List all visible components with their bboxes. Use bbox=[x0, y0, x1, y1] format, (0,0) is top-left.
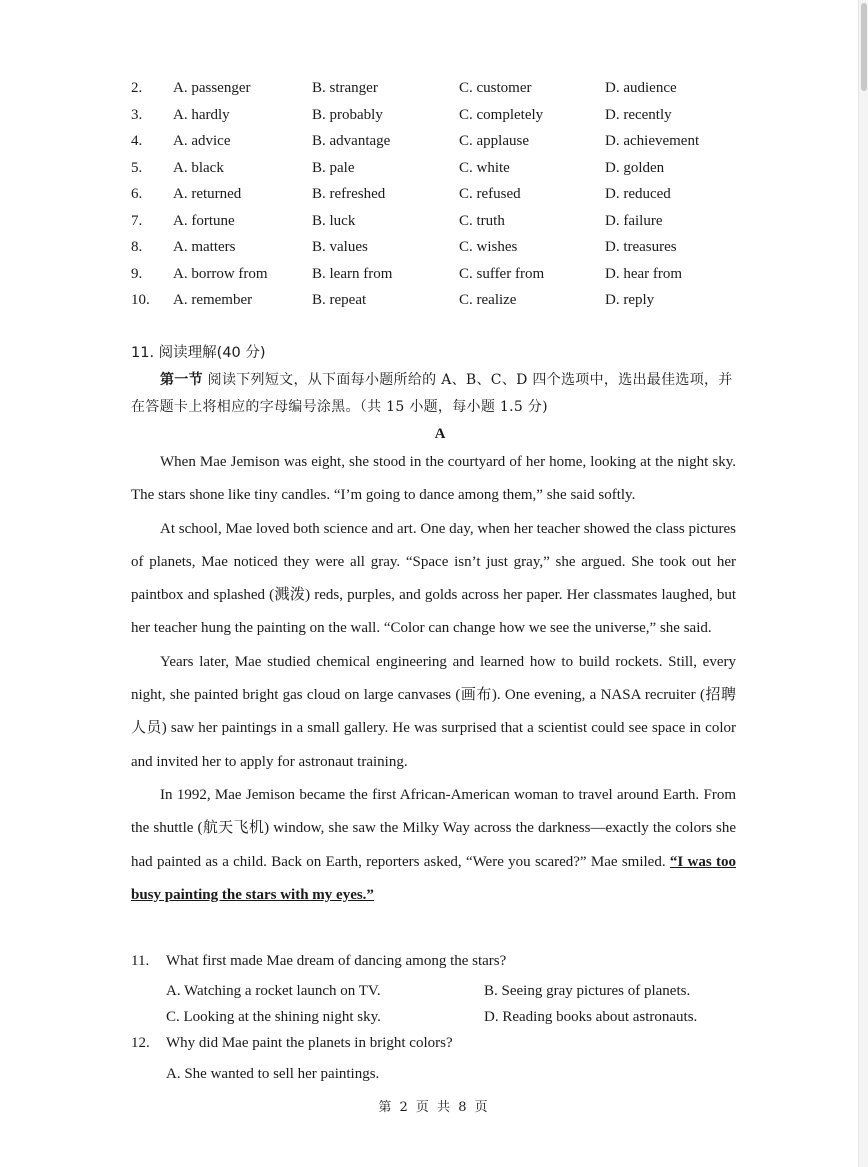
option-c: C. applause bbox=[459, 133, 529, 149]
question-text: What first made Mae dream of dancing among the stars? bbox=[166, 953, 507, 969]
question-number: 10. bbox=[131, 292, 150, 308]
question-number: 7. bbox=[131, 212, 143, 229]
choice-b: B. Seeing gray pictures of planets. bbox=[484, 983, 691, 999]
option-d: D. hear from bbox=[605, 265, 683, 282]
option-row bbox=[0, 157, 859, 179]
paragraph-text: In 1992, Mae Jemison became the first African-American woman to travel around Earth. From the shuttle (航天飞机) window, she saw the Milky Way across the darkness—exactly the colors she had painted as a child. Back on Earth, reporters asked, “Were you scared?” Mae smiled. bbox=[131, 786, 736, 870]
reading-passage bbox=[131, 446, 736, 912]
section-instruction bbox=[131, 367, 736, 421]
option-row bbox=[0, 236, 859, 258]
choice-a: A. Watching a rocket launch on TV. bbox=[166, 983, 381, 999]
option-c: C. completely bbox=[459, 106, 544, 123]
scrollbar-thumb[interactable] bbox=[861, 3, 867, 91]
passage-letter: A bbox=[434, 426, 446, 442]
option-b: B. probably bbox=[312, 106, 383, 123]
option-b: B. luck bbox=[312, 212, 356, 229]
question-number: 2. bbox=[131, 80, 143, 96]
option-row bbox=[0, 210, 859, 232]
option-d: D. treasures bbox=[605, 239, 677, 255]
question-number: 4. bbox=[131, 133, 143, 149]
page-footer: 第 2 页 共 8 页 bbox=[378, 1100, 490, 1115]
option-a: A. advice bbox=[173, 133, 231, 149]
option-row bbox=[0, 289, 859, 311]
question-number: 5. bbox=[131, 159, 143, 176]
option-b: B. refreshed bbox=[312, 186, 386, 202]
question-number: 3. bbox=[131, 106, 143, 123]
option-c: C. refused bbox=[459, 186, 521, 202]
vertical-scrollbar[interactable] bbox=[858, 0, 868, 1167]
option-a: A. black bbox=[173, 159, 224, 176]
option-c: C. white bbox=[459, 159, 510, 176]
option-a: A. remember bbox=[173, 292, 253, 308]
option-a: A. fortune bbox=[173, 212, 235, 229]
option-c: C. realize bbox=[459, 292, 517, 308]
choice-d: D. Reading books about astronauts. bbox=[484, 1009, 698, 1025]
option-d: D. recently bbox=[605, 106, 672, 123]
question-number: 8. bbox=[131, 239, 143, 255]
option-b: B. advantage bbox=[312, 133, 391, 149]
option-d: D. golden bbox=[605, 159, 665, 176]
option-c: C. suffer from bbox=[459, 265, 545, 282]
passage-paragraph: Years later, Mae studied chemical engineering and learned how to build rockets. Still, every night, she painted bright gas cloud on large canvases (画布). One evening, a NASA recruiter (招聘人员) saw her paintings in a small gallery. He was surprised that a scientist could see space in color and invited her to apply for astronaut training. bbox=[131, 653, 736, 770]
option-a: A. borrow from bbox=[173, 265, 268, 282]
option-d: D. failure bbox=[605, 212, 663, 229]
option-row bbox=[0, 263, 859, 285]
option-c: C. customer bbox=[459, 80, 532, 96]
instruction-label: 第一节 bbox=[160, 372, 203, 388]
option-row bbox=[0, 130, 859, 152]
instruction-text: 阅读下列短文，从下面每小题所给的 A、B、C、D 四个选项中，选出最佳选项，并在答题卡上将相应的字母编号涂黑。（共 15 小题，每小题 1.5 分) bbox=[131, 372, 733, 415]
option-d: D. reduced bbox=[605, 186, 671, 202]
passage-paragraph: When Mae Jemison was eight, she stood in the courtyard of her home, looking at the night sky. The stars shone like tiny candles. “I’m going to dance among them,” she said softly. bbox=[131, 454, 736, 504]
question-text: Why did Mae paint the planets in bright colors? bbox=[166, 1035, 453, 1051]
question-number: 11. bbox=[131, 953, 150, 969]
option-row bbox=[0, 104, 859, 126]
option-c: C. wishes bbox=[459, 239, 518, 255]
option-a: A. passenger bbox=[173, 80, 251, 96]
question-number: 12. bbox=[131, 1035, 150, 1051]
question-number: 9. bbox=[131, 265, 143, 282]
option-d: D. achievement bbox=[605, 133, 700, 149]
option-row bbox=[0, 77, 859, 99]
underlined-quote: “I was too busy painting the stars with my eyes.” bbox=[131, 853, 736, 903]
option-b: B. repeat bbox=[312, 292, 367, 308]
passage-paragraph: At school, Mae loved both science and art. One day, when her teacher showed the class pictures of planets, Mae noticed they were all gray. “Space isn’t just gray,” she argued. She took out her paintbox and splashed (溅泼) reds, purples, and golds across her paper. Her classmates laughed, but her teacher hung the painting on the wall. “Color can change how we see the universe,” she said. bbox=[131, 520, 736, 637]
option-d: D. reply bbox=[605, 292, 655, 308]
option-c: C. truth bbox=[459, 212, 505, 229]
option-a: A. hardly bbox=[173, 106, 230, 123]
choice-a: A. She wanted to sell her paintings. bbox=[166, 1066, 380, 1082]
section-heading: 11. 阅读理解(40 分) bbox=[131, 345, 266, 361]
option-row bbox=[0, 183, 859, 205]
question-number: 6. bbox=[131, 186, 143, 202]
option-b: B. values bbox=[312, 239, 368, 255]
option-a: A. returned bbox=[173, 186, 242, 202]
choice-c: C. Looking at the shining night sky. bbox=[166, 1009, 381, 1025]
passage-paragraph bbox=[131, 779, 736, 912]
option-b: B. learn from bbox=[312, 265, 393, 282]
option-a: A. matters bbox=[173, 239, 236, 255]
option-d: D. audience bbox=[605, 80, 677, 96]
option-b: B. stranger bbox=[312, 80, 378, 96]
option-b: B. pale bbox=[312, 159, 355, 176]
